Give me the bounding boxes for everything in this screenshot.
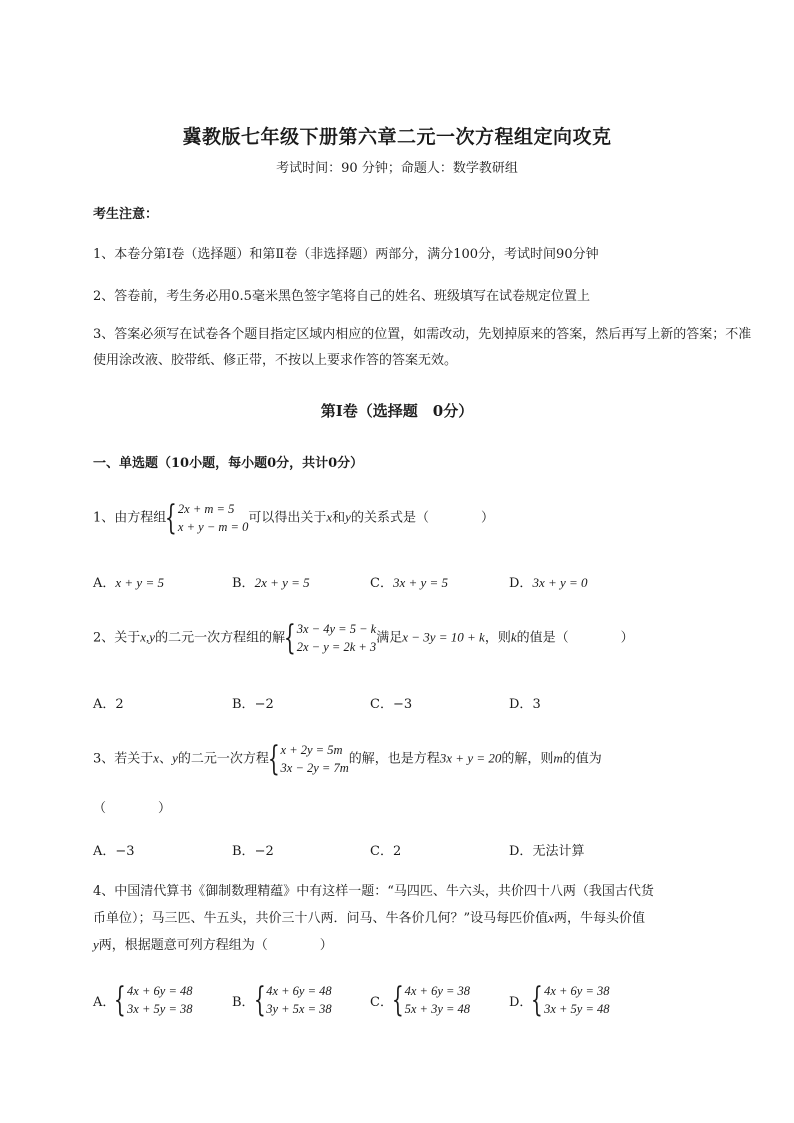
q3-sep: 、 (159, 751, 173, 767)
left-brace-icon: { (267, 739, 280, 779)
q2-prefix: 2、关于 (93, 630, 141, 646)
section-title: 第Ⅰ卷（选择题 0分） (320, 402, 474, 420)
q3-equation-system (269, 741, 349, 777)
q1-equation-system (166, 500, 248, 536)
notice-item-2: 2、答卷前，考生务必用0.5毫米黑色签字笔将自己的姓名、班级填写在试卷规定位置上 (93, 289, 590, 304)
q1-text-a: 可以得出关于 (248, 510, 327, 526)
q1-prefix: 1、由方程组 (93, 510, 167, 526)
q1-option-a[interactable]: A．x + y = 5 (93, 575, 164, 591)
q2-option-c[interactable]: C．−3 (370, 697, 413, 712)
q3-answer-blank: （ ） (93, 801, 172, 816)
left-brace-icon: { (165, 498, 178, 538)
q2-option-a[interactable]: A．2 (93, 697, 124, 712)
q3-var-m: m (553, 750, 563, 766)
q2-option-b[interactable]: B．−2 (232, 697, 274, 712)
q3-option-c[interactable]: C．2 (370, 844, 402, 859)
notice-item-3: 3、答案必须写在试卷各个题目指定区域内相应的位置，如需改动，先划掉原来的答案，然后再写上新的答案；不准使用涂改液、胶带纸、修正带，不按以上要求作答的答案无效。 (93, 327, 752, 368)
question-3-stem (93, 741, 602, 777)
question-1-stem (93, 500, 494, 536)
q2-text-b: ，则 (484, 630, 511, 646)
q2-var-k: k (510, 629, 517, 645)
q2-eq-1: 3x − 4y = 5 − k (296, 622, 377, 636)
q3-var-x: x (153, 750, 160, 766)
notice-heading: 考生注意： (93, 207, 159, 222)
q1-eq-1: 2x + m = 5 (177, 502, 235, 516)
q4-line-1: 4、中国清代算书《御制数理精蕴》中有这样一题：“马四匹、牛六头，共价四十八两（我国古代货 (93, 884, 654, 899)
q3-text-c: 的值为 (562, 751, 602, 767)
part-heading: 一、单选题（10小题，每小题0分，共计0分） (93, 456, 364, 471)
q3-equation: 3x + y = 20 (439, 750, 502, 766)
left-brace-icon: { (531, 980, 544, 1020)
q4-line-2 (93, 907, 645, 926)
question-2-stem (93, 620, 634, 656)
q3-option-a[interactable]: A．−3 (93, 844, 135, 859)
q4-line-2-a: 币单位）；马三匹、牛五头，共价三十八两．问马、牛各价几何？”设马每匹价值 (93, 911, 549, 926)
q4-option-a[interactable]: A． { 4x + 6y = 48 3x + 5y = 38 (93, 980, 193, 1020)
q1-option-b[interactable]: B．2x + y = 5 (232, 575, 310, 591)
q3-text-mid: 的二元一次方程 (177, 751, 269, 767)
q2-equation-system (285, 620, 376, 656)
q2-vars: x,y (140, 629, 156, 645)
q4-option-d[interactable]: D． { 4x + 6y = 38 3x + 5y = 48 (509, 980, 610, 1020)
q3-option-b[interactable]: B．−2 (232, 844, 274, 859)
q4-option-b[interactable]: B． { 4x + 6y = 48 3y + 5x = 38 (232, 980, 332, 1020)
q4-line-2-b: 两，牛每头价值 (553, 911, 645, 926)
q1-var-x: x (326, 509, 333, 525)
left-brace-icon: { (114, 980, 127, 1020)
notice-item-1: 1、本卷分第Ⅰ卷（选择题）和第Ⅱ卷（非选择题）两部分，满分100分，考试时间90分钟 (93, 247, 599, 262)
q2-eq-2: 2x − y = 2k + 3 (296, 640, 377, 654)
q4-line-3-text: 两，根据题意可列方程组为（ ） (98, 938, 333, 953)
q1-eq-2: x + y − m = 0 (177, 520, 249, 534)
q2-text-c: 的值是（ ） (516, 630, 634, 646)
document-title: 冀教版七年级下册第六章二元一次方程组定向攻克 (182, 126, 612, 148)
left-brace-icon: { (391, 980, 404, 1020)
q4-var-x: x (548, 910, 554, 925)
left-brace-icon: { (253, 980, 266, 1020)
q2-text-mid: 的二元一次方程组的解 (155, 630, 286, 646)
q1-text-c: 的关系式是（ ） (350, 510, 494, 526)
q3-eq-1: x + 2y = 5m (280, 743, 343, 757)
q4-option-c[interactable]: C． { 4x + 6y = 38 5x + 3y = 48 (370, 980, 471, 1020)
q3-prefix: 3、若关于 (93, 751, 154, 767)
q4-line-3 (93, 934, 333, 953)
q1-text-b: 和 (332, 510, 346, 526)
document-subtitle: 考试时间：90 分钟；命题人：数学教研组 (276, 161, 518, 176)
q3-var-y: y (172, 750, 178, 766)
q1-option-d[interactable]: D．3x + y = 0 (509, 575, 588, 591)
q2-condition: x − 3y = 10 + k (402, 629, 485, 645)
q2-option-d[interactable]: D．3 (509, 697, 541, 712)
q2-text-a: 满足 (376, 630, 403, 646)
q3-text-b: 的解，则 (501, 751, 554, 767)
q3-text-a: 的解，也是方程 (348, 751, 440, 767)
q1-var-y: y (345, 509, 351, 525)
q4-var-y: y (93, 937, 99, 952)
q1-option-c[interactable]: C．3x + y = 5 (370, 575, 449, 591)
q3-option-d[interactable]: D．无法计算 (509, 844, 585, 859)
q3-eq-2: 3x − 2y = 7m (280, 761, 349, 775)
left-brace-icon: { (283, 618, 296, 658)
